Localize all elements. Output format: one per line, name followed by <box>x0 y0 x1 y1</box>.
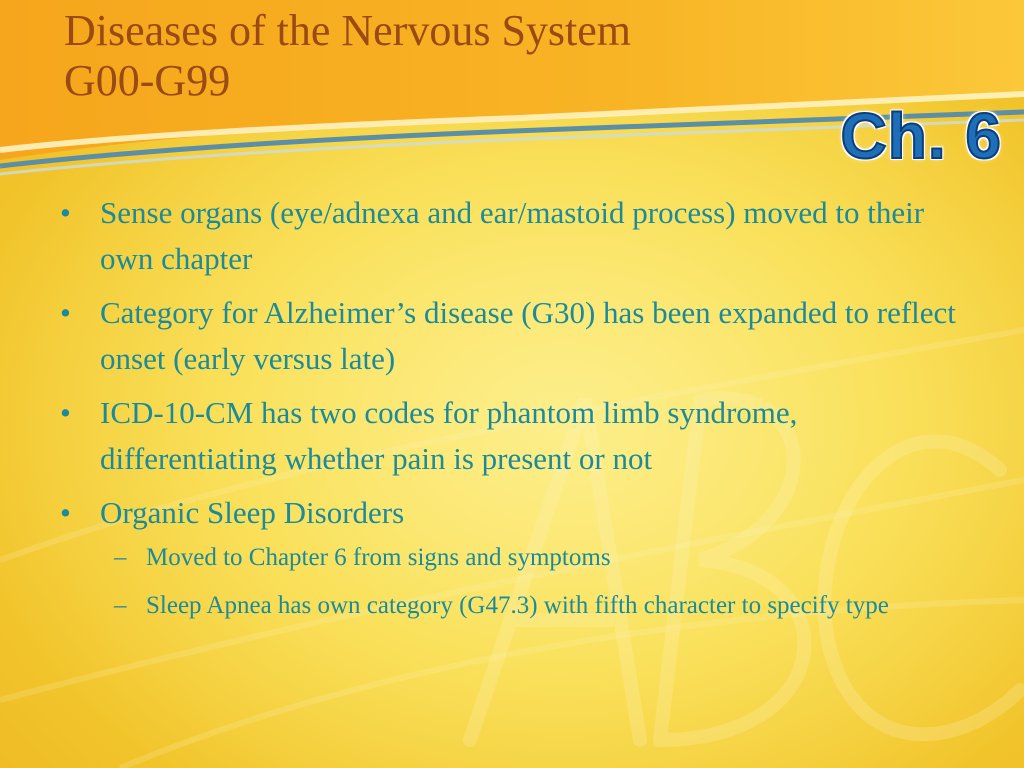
title-line-2: G00-G99 <box>64 56 231 105</box>
chapter-badge: Ch. 6 <box>840 100 1002 172</box>
bullet-list <box>60 190 960 626</box>
slide-body <box>60 190 960 634</box>
bullet-dot-icon: • <box>60 495 71 530</box>
slide-title <box>64 6 631 106</box>
dash-icon: – <box>114 592 127 619</box>
sub-bullet-item <box>100 538 960 578</box>
dash-icon: – <box>114 544 127 571</box>
bullet-dot-icon: • <box>60 395 71 430</box>
sub-bullet-item <box>100 586 960 626</box>
bullet-text: Organic Sleep Disorders <box>100 495 405 530</box>
bullet-dot-icon: • <box>60 295 71 330</box>
bullet-item <box>60 190 960 282</box>
bullet-text: ICD-10-CM has two codes for phantom limb syndrome, differentiating whether pain is present or not <box>100 395 798 476</box>
bullet-text: Category for Alzheimer’s disease (G30) has been expanded to reflect onset (early versus late) <box>100 295 956 376</box>
bullet-text: Sense organs (eye/adnexa and ear/mastoid process) moved to their own chapter <box>100 195 925 276</box>
title-line-1: Diseases of the Nervous System <box>64 6 632 55</box>
bullet-item <box>60 290 960 382</box>
bullet-item <box>60 490 960 626</box>
sub-bullet-list <box>100 538 960 626</box>
bullet-dot-icon: • <box>60 195 71 230</box>
sub-bullet-text: Sleep Apnea has own category (G47.3) with fifth character to specify type <box>146 592 889 619</box>
bullet-item <box>60 390 960 482</box>
sub-bullet-text: Moved to Chapter 6 from signs and symptoms <box>146 544 611 571</box>
